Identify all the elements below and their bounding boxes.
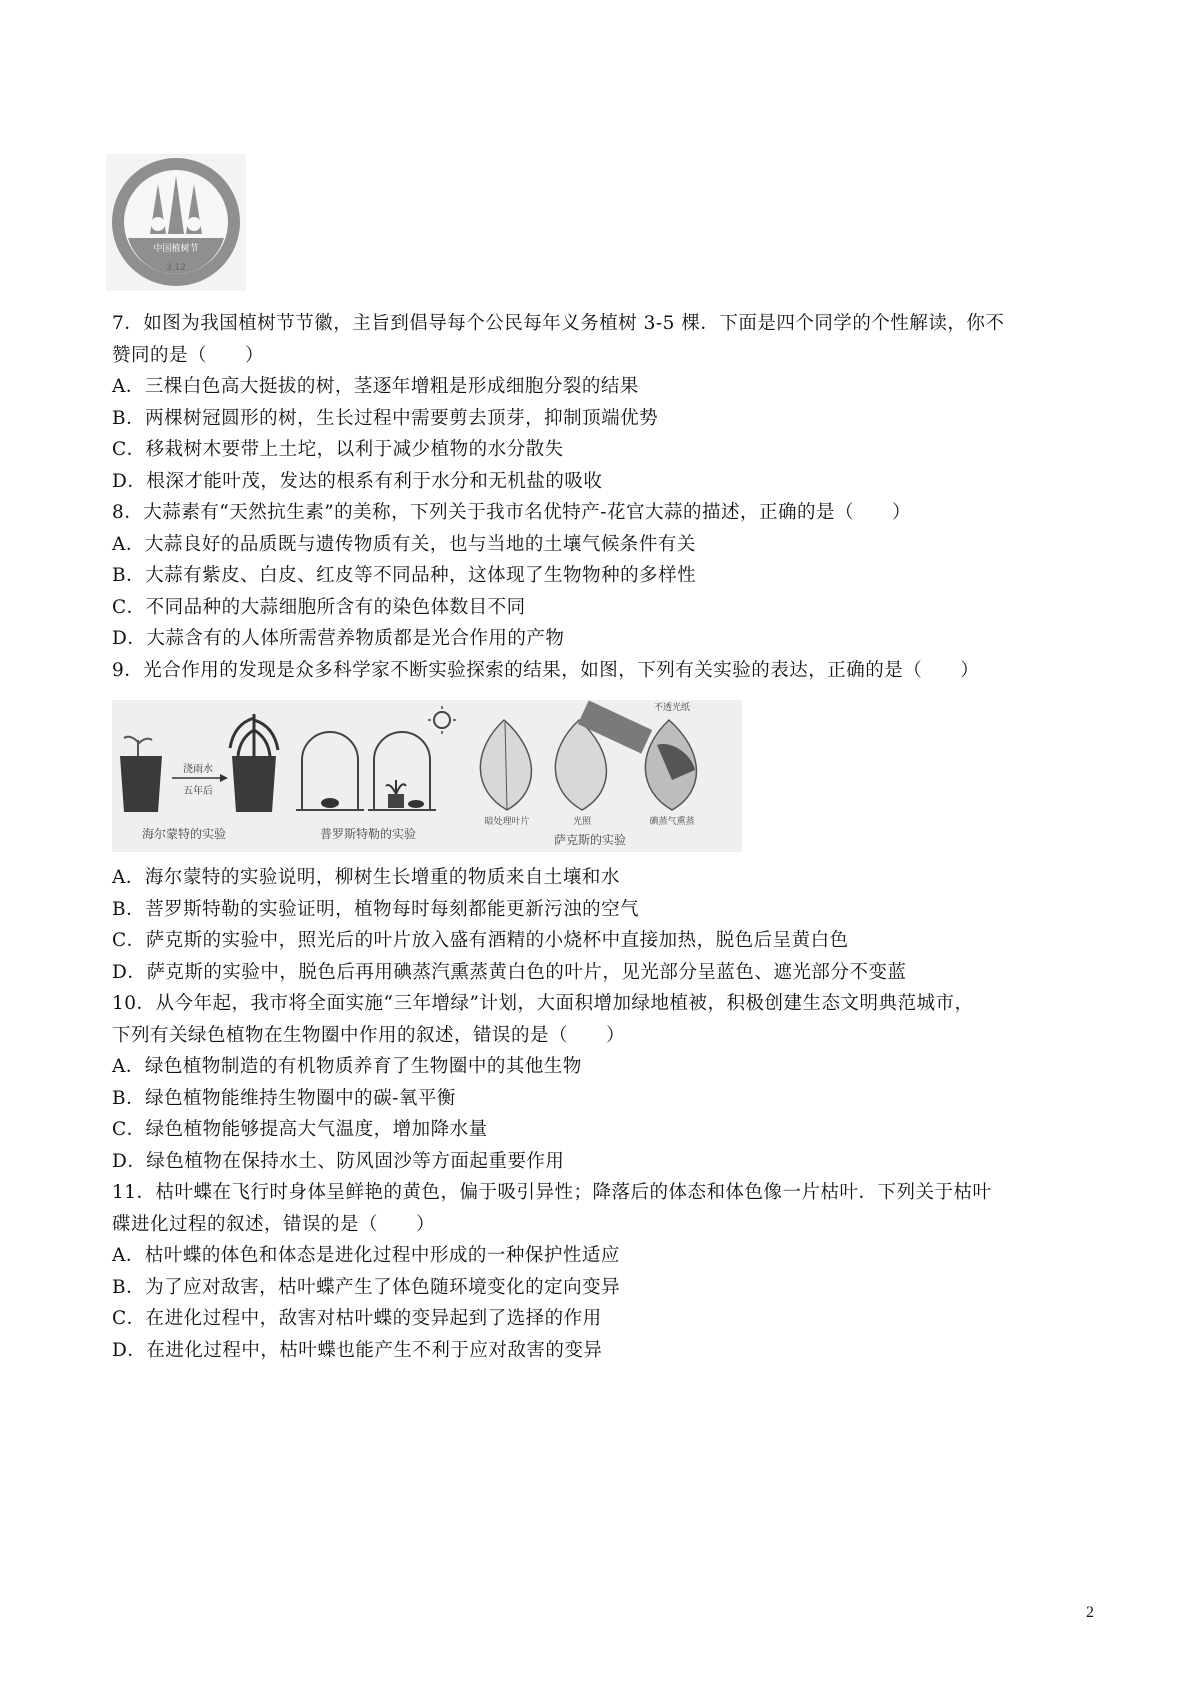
leaf-2-label: 光照 [572,817,592,827]
helmont-arrow-bottom: 五年后 [183,786,213,797]
question-11-stem-line2: 碟进化过程的叙述，错误的是（ ） [112,1213,436,1235]
question-10-option-c: C．绿色植物能够提高大气温度，增加降水量 [112,1119,488,1140]
emblem-date: 3.12 [165,263,187,273]
question-9-option-d: D．萨克斯的实验中，脱色后再用碘蒸汽熏蒸黄白色的叶片，见光部分呈蓝色、遮光部分不变蓝 [112,961,907,983]
page-number: 2 [1086,1604,1094,1621]
question-7-stem-line2: 赞同的是（ ） [112,344,265,366]
sachs-label: 萨克斯的实验 [553,833,627,847]
question-11-option-b: B．为了应对敌害，枯叶蝶产生了体色随环境变化的定向变异 [112,1276,621,1298]
question-8-option-c: C．不同品种的大蒜细胞所含有的染色体数目不同 [112,596,526,618]
question-7-option-c: C．移栽树木要带上土坨，以利于减少植物的水分散失 [112,439,564,460]
question-11-option-c: C．在进化过程中，敌害对枯叶蝶的变异起到了选择的作用 [112,1308,602,1329]
question-7-option-d: D．根深才能叶茂，发达的根系有利于水分和无机盐的吸收 [112,470,603,492]
question-10-option-a: A．绿色植物制造的有机物质养育了生物圈中的其他生物 [112,1056,582,1077]
leaf-1-label: 暗处理叶片 [484,817,530,827]
question-8-option-b: B．大蒜有紫皮、白皮、红皮等不同品种，这体现了生物物种的多样性 [112,565,697,586]
question-9-option-c: C．萨克斯的实验中，照光后的叶片放入盛有酒精的小烧杯中直接加热，脱色后呈黄白色 [112,930,849,951]
question-11-option-a: A．枯叶蝶的体色和体态是进化过程中形成的一种保护性适应 [112,1245,620,1266]
question-block-7-9 [112,308,1102,686]
question-9-option-a: A．海尔蒙特的实验说明，柳树生长增重的物质来自土壤和水 [112,867,620,888]
question-7-option-b: B．两棵树冠圆形的树，生长过程中需要剪去顶芽，抑制顶端优势 [112,407,659,429]
question-9-stem: 9．光合作用的发现是众多科学家不断实验探索的结果，如图，下列有关实验的表达，正确的是（ ） [112,659,980,681]
leaf-note: 不透光纸 [653,703,691,713]
question-11-stem-line1: 11．枯叶蝶在飞行时身体呈鲜艳的黄色，偏于吸引异性；降落后的体态和体色像一片枯叶．下列关于枯叶 [112,1182,992,1203]
leaf-3-label: 碘蒸气熏蒸 [649,817,695,827]
emblem-caption: 中国植树节 [153,244,199,254]
question-7-stem-line1: 7．如图为我国植树节节徽，主旨到倡导每个公民每年义务植树 3-5 棵．下面是四个同学的个性解读，你不 [112,313,1005,334]
photosynthesis-experiments-figure [112,700,742,852]
question-10-stem-line1: 10．从今年起，我市将全面实施“三年增绿”计划，大面积增加绿地植被，积极创建生态文明典范城市， [112,993,974,1014]
priestley-label: 普罗斯特勒的实验 [319,827,417,841]
tree-planting-day-emblem [106,154,246,291]
helmont-label: 海尔蒙特的实验 [141,827,227,841]
question-11-option-d: D．在进化过程中，枯叶蝶也能产生不利于应对敌害的变异 [112,1339,603,1361]
question-10-option-b: B．绿色植物能维持生物圈中的碳-氧平衡 [112,1087,456,1109]
question-8-option-a: A．大蒜良好的品质既与遗传物质有关，也与当地的土壤气候条件有关 [112,533,696,555]
question-block-9-11 [112,862,1102,1366]
question-7-option-a: A．三棵白色高大挺拔的树，茎逐年增粗是形成细胞分裂的结果 [112,376,639,397]
question-10-option-d: D．绿色植物在保持水土、防风固沙等方面起重要作用 [112,1150,565,1172]
helmont-arrow-top: 浇雨水 [183,764,213,775]
question-9-option-b: B．菩罗斯特勒的实验证明，植物每时每刻都能更新污浊的空气 [112,898,640,920]
question-8-stem: 8．大蒜素有“天然抗生素”的美称，下列关于我市名优特产-花官大蒜的描述，正确的是（ ） [112,502,911,523]
question-10-stem-line2: 下列有关绿色植物在生物圈中作用的叙述，错误的是（ ） [112,1024,626,1046]
question-8-option-d: D．大蒜含有的人体所需营养物质都是光合作用的产物 [112,628,565,649]
